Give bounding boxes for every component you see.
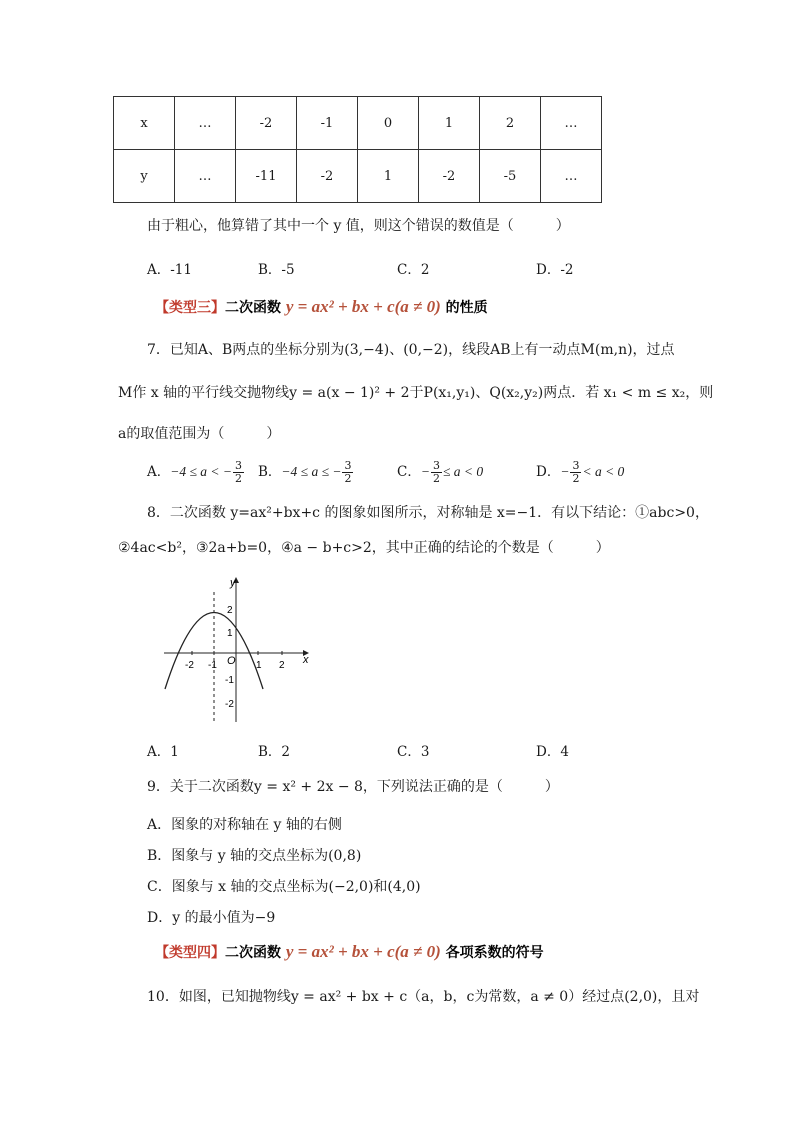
q7-option-c	[397, 460, 483, 485]
question-7-line-3: a的取值范围为（ ）	[118, 426, 281, 442]
q6-option-a: A．-11	[147, 262, 192, 278]
q8-option-d: D．4	[536, 744, 569, 760]
table-cell: y	[114, 150, 175, 203]
x-tick-label: 1	[256, 660, 262, 671]
table-cell: x	[114, 97, 175, 150]
option-label: D．	[536, 464, 561, 480]
section-heading-3	[155, 297, 488, 317]
table-row	[114, 97, 602, 150]
question-10-text: 10．如图，已知抛物线y = ax² + bx + c（a，b，c为常数，a ≠ 0）经过点(2,0)，且对	[147, 989, 700, 1005]
q6-option-b: B．-5	[258, 262, 295, 278]
x-tick-label: -2	[185, 660, 194, 671]
question-6-text: 由于粗心，他算错了其中一个 y 值，则这个错误的数值是（ ）	[147, 218, 570, 234]
fraction-numerator: 3	[235, 459, 242, 472]
table-row	[114, 150, 602, 203]
question-7-line-2: M作 x 轴的平行线交抛物线y = a(x − 1)² + 2于P(x₁,y₁)、Q(x₂,y₂)两点．若 x₁ < m ≤ x₂，则	[118, 385, 714, 401]
fraction-denominator: 2	[235, 472, 242, 485]
fraction	[233, 460, 244, 485]
origin-label: O	[227, 655, 236, 667]
section-prefix: 二次函数	[225, 945, 281, 961]
y-tick-label: -1	[225, 675, 234, 686]
section-suffix: 各项系数的符号	[445, 945, 544, 961]
q7-option-a	[147, 460, 245, 485]
table-cell: …	[175, 150, 236, 203]
table-cell: -11	[236, 150, 297, 203]
fraction	[342, 460, 353, 485]
option-left: −4 ≤ a ≤ −	[281, 464, 342, 479]
fraction-numerator: 3	[572, 459, 580, 472]
option-right: ≤ a < 0	[442, 464, 484, 479]
table-cell: -1	[297, 97, 358, 150]
q9-option-b: B．图象与 y 轴的交点坐标为(0,8)	[147, 848, 362, 864]
section-suffix: 的性质	[445, 300, 488, 316]
y-tick-label: 2	[227, 605, 233, 616]
option-label: C．	[397, 464, 421, 480]
table-cell: -2	[297, 150, 358, 203]
q8-option-c: C．3	[397, 744, 430, 760]
table-cell: -2	[419, 150, 480, 203]
table-cell: …	[541, 150, 602, 203]
q8-option-b: B．2	[258, 744, 291, 760]
y-axis-label: y	[230, 577, 236, 589]
section-tag: 【类型三】	[155, 300, 225, 316]
question-7-line-1: 7．已知A、B两点的坐标分别为(3,−4)、(0,−2)，线段AB上有一动点M(m,n)，过点	[147, 342, 675, 358]
option-left: −	[420, 464, 430, 479]
table-cell: 2	[480, 97, 541, 150]
fraction-denominator: 2	[432, 472, 440, 485]
y-tick-label: 1	[227, 628, 233, 639]
q7-option-b	[258, 460, 354, 485]
question-8-line-2: ②4ac<b²，③2a+b=0，④a − b+c>2，其中正确的结论的个数是（ ）	[118, 540, 610, 556]
fraction-denominator: 2	[344, 472, 352, 485]
table-cell: …	[541, 97, 602, 150]
table-cell: 1	[419, 97, 480, 150]
option-label: A．	[147, 464, 171, 480]
y-tick-label: -2	[225, 699, 234, 710]
q9-option-a: A．图象的对称轴在 y 轴的右侧	[147, 817, 342, 833]
fraction	[570, 460, 581, 485]
q9-option-d: D．y 的最小值为−9	[147, 910, 276, 926]
option-label: B．	[258, 464, 282, 480]
question-9-stem: 9．关于二次函数y = x² + 2x − 8，下列说法正确的是（ ）	[147, 779, 559, 795]
option-left: −	[560, 464, 570, 479]
question-8-line-1: 8．二次函数 y=ax²+bx+c 的图象如图所示，对称轴是 x=−1．有以下结论：①abc>0，	[147, 505, 709, 521]
table-cell: 1	[358, 150, 419, 203]
fraction-numerator: 3	[432, 459, 440, 472]
table-cell: …	[175, 97, 236, 150]
q6-option-d: D．-2	[536, 262, 574, 278]
table-cell: -2	[236, 97, 297, 150]
section-formula: y = ax² + bx + c(a ≠ 0)	[285, 942, 441, 961]
option-right: < a < 0	[582, 464, 625, 479]
option-left: −4 ≤ a < −	[170, 464, 232, 479]
section-tag: 【类型四】	[155, 945, 225, 961]
x-axis-label: x	[303, 654, 309, 666]
x-tick-label: 2	[279, 660, 285, 671]
q9-option-c: C．图象与 x 轴的交点坐标为(−2,0)和(4,0)	[147, 879, 421, 895]
fraction-numerator: 3	[344, 459, 352, 472]
section-prefix: 二次函数	[225, 300, 281, 316]
fraction-denominator: 2	[572, 472, 580, 485]
value-table	[113, 96, 602, 203]
fraction	[431, 460, 442, 485]
x-tick-label: -1	[208, 660, 217, 671]
parabola-graph	[158, 572, 318, 727]
q7-option-d	[536, 460, 624, 485]
q6-option-c: C．2	[397, 262, 430, 278]
q8-option-a: A．1	[147, 744, 179, 760]
table-cell: 0	[358, 97, 419, 150]
section-heading-4	[155, 942, 544, 962]
section-formula: y = ax² + bx + c(a ≠ 0)	[285, 297, 441, 316]
table-cell: -5	[480, 150, 541, 203]
